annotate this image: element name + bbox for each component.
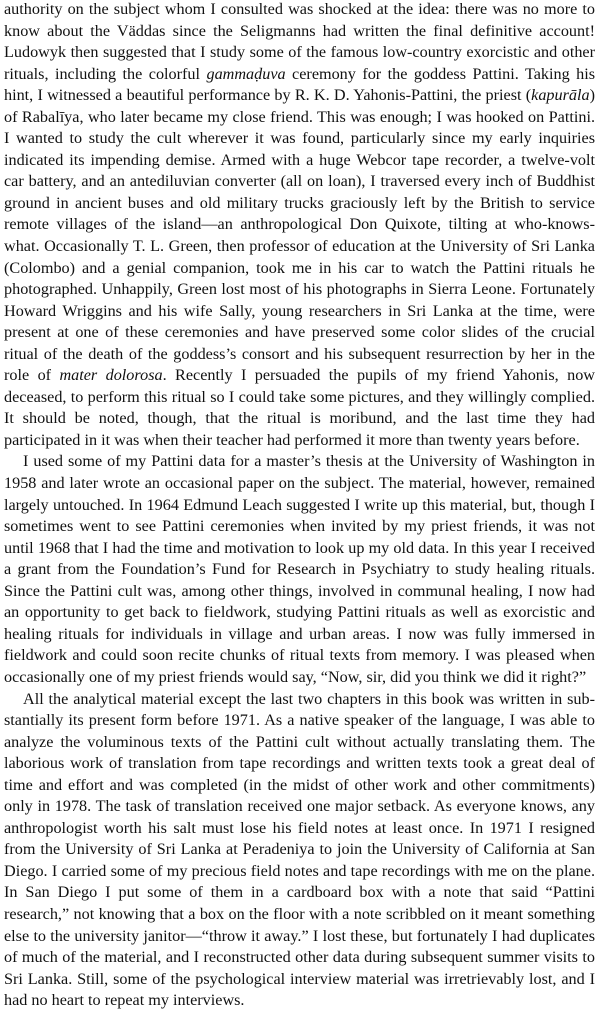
book-page [4, 0, 595, 1012]
text-segment: I used some of my Pattini data for a master’s thesis at the University of Washington in 1958 and later wrote an occasional paper on the subject. The material, however, remained largely untouched. In 1964 Edmund Leach suggested I write up this material, but, though I sometimes went to see Pattini ceremonies when invited by my priest friends, it was not until 1968 that I had the time and motivation to look up my old data. In this year I received a grant from the Foundation’s Fund for Research in Psychiatry to study healing rituals. Since the Pattini cult was, among other things, involved in communal healing, I now had an opportunity to get back to fieldwork, studying Pattini rituals as well as exorcistic and healing rituals for individuals in village and urban areas. I now was fully immersed in fieldwork and could soon recite chunks of ritual texts from memory. I was pleased when occasionally one of my priest friends would say, “Now, sir, did you think we did it right?” [4, 452, 595, 686]
text-segment: ceremony for the goddess Pattini. Taking his hint, I witnessed a beautiful performance by R. K. D. Yahonis-Pattini, the priest ( [4, 64, 596, 105]
paragraph-1 [4, 0, 595, 451]
italic-term-gammaduva: gammaḍuva [206, 64, 286, 83]
text-segment: . Recently I persuaded the pupils of my friend Yahonis, now deceased, to perform this ritual so I could take some pictures, and they willingly complied. It should be noted, though, that the ritual is moribund, and the last time they had participated in it was when their teacher had performed it more than twenty years before. [4, 366, 596, 449]
italic-term-kapurala: kapurāla [531, 86, 590, 105]
text-segment: All the analytical material except the last two chapters in this book was written in substantially its present form before 1971. As a native speaker of the language, I was able to analyze the voluminous texts of the Pattini cult without actually translating them. The laborious work of translation from tape recordings and written texts took a great deal of time and effort and was completed (in the midst of other work and other commitments) only in 1978. The task of translation received one major setback. As everyone knows, any anthropologist worth his salt must lose his field notes at least once. In 1971 I resigned from the University of Sri Lanka at Peradeniya to join the University of California at San Diego. I carried some of my precious field notes and tape recordings with me on the plane. In San Diego I put some of them in a cardboard box with a note that said “Pattini research,” not knowing that a box on the floor with a note scribbled on it meant something else to the university janitor—“throw it away.” I lost these, but fortunately I had duplicates of much of the material, and I reconstructed other data during subsequent summer visits to Sri Lanka. Still, some of the psychological interview material was irretrievably lost, and I had no heart to repeat my interviews. [4, 689, 595, 1010]
paragraph-3 [4, 689, 595, 1012]
italic-term-mater-dolorosa: mater dolorosa [59, 366, 163, 385]
text-segment: authority on the subject whom I consulted was shocked at the idea: there was no more to know about the Väddas since the Seligmanns had written the final definitive account! Ludowyk then suggested that I study some of the famous low-country exorcistic and other rituals, including the colorful [4, 0, 595, 83]
paragraph-2 [4, 451, 595, 688]
text-segment: ) of Rabalīya, who later became my close friend. This was enough; I was hooked on Pattini. I wanted to study the cult wherever it was found, particularly since my early inquiries indicated its impending demise. Armed with a huge Webcor tape recorder, a twelve-volt car battery, and an antediluvian converter (all on loan), I traversed every inch of Buddhist ground in ancient buses and old military trucks graciously left by the British to service remote villages of the island—an anthropological Don Quixote, tilting at who-knows-what. Occasionally T. L. Green, then professor of education at the University of Sri Lanka (Colombo) and a genial companion, took me in his car to watch the Pattini rituals he photographed. Unhappily, Green lost most of his photographs in Sierra Leone. Fortunately Howard Wriggins and his wife Sally, young researchers in Sri Lanka at the time, were present at one of these ceremonies and have preserved some color slides of the crucial ritual of the death of the goddess’s consort and his subsequent resurrection by her in the role of [4, 86, 595, 385]
